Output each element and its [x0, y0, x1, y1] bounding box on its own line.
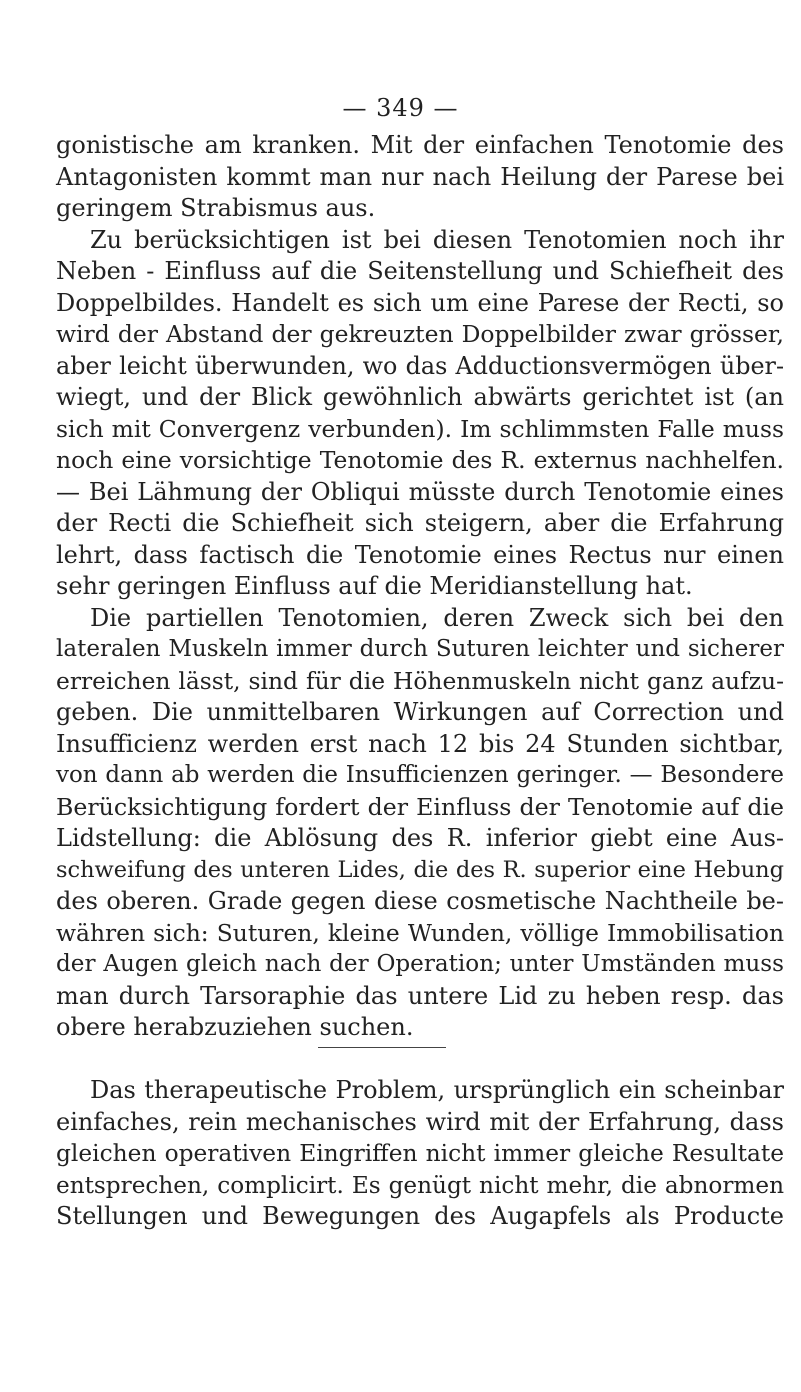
text-line: lehrt, dass factisch die Tenotomie eines Rectus nur einen [56, 540, 784, 569]
text-line: sehr geringen Einfluss auf die Meridianstellung hat. [56, 572, 693, 600]
text-line: sich mit Convergenz verbunden). Im schlimmsten Falle muss [56, 414, 784, 443]
text-line: geben. Die unmittelbaren Wirkungen auf Correction und [56, 698, 784, 726]
text-line: geringem Strabismus aus. [56, 194, 376, 222]
text-line: des oberen. Grade gegen diese cosmetische Nachtheile be- [56, 887, 784, 915]
text-line: Die partiellen Tenotomien, deren Zweck sich bei den [90, 603, 784, 632]
text-line: gleichen operativen Eingriffen nicht immer gleiche Resultate [56, 1140, 784, 1167]
paragraph [56, 225, 784, 603]
text-line: — Bei Lähmung der Obliqui müsste durch Tenotomie eines [56, 477, 784, 506]
text-line: schweifung des unteren Lides, die des R. superior eine Hebung [56, 856, 784, 883]
text-line: obere herabzuziehen suchen. [56, 1013, 414, 1041]
text-line: erreichen lässt, sind für die Höhenmuskeln nicht ganz aufzu- [56, 666, 784, 695]
text-line: Doppelbildes. Handelt es sich um eine Parese der Recti, so [56, 288, 784, 317]
text-line: Stellungen und Bewegungen des Augapfels als Producte [56, 1202, 784, 1230]
text-line: aber leicht überwunden, wo das Adductionsvermögen über- [56, 351, 784, 380]
paragraph [56, 603, 784, 1044]
text-block-upper [56, 130, 784, 1044]
text-line: Neben - Einfluss auf die Seitenstellung und Schiefheit des [56, 257, 784, 285]
text-line: Insufficienz werden erst nach 12 bis 24 Stunden sichtbar, [56, 729, 784, 758]
text-line: noch eine vorsichtige Tenotomie des R. externus nachhelfen. [56, 446, 784, 474]
text-line: der Augen gleich nach der Operation; unter Umständen muss [56, 951, 784, 977]
text-block-lower [56, 1075, 784, 1233]
text-line: der Recti die Schiefheit sich steigern, aber die Erfahrung [56, 509, 784, 537]
text-line: Zu berücksichtigen ist bei diesen Tenotomien noch ihr [90, 225, 784, 254]
text-line: gonistische am kranken. Mit der einfachen Tenotomie des [56, 131, 784, 159]
text-line: Berücksichtigung fordert der Einfluss der Tenotomie auf die [56, 792, 784, 821]
text-line: einfaches, rein mechanisches wird mit der Erfahrung, dass [56, 1107, 784, 1136]
text-line: Antagonisten kommt man nur nach Heilung der Parese bei [56, 162, 784, 191]
section-divider [318, 1047, 446, 1048]
text-line: Das therapeutische Problem, ursprünglich ein scheinbar [90, 1076, 784, 1104]
paragraph [56, 1075, 784, 1233]
text-line: lateralen Muskeln immer durch Suturen leichter und sicherer [56, 636, 784, 662]
text-line: wird der Abstand der gekreuzten Doppelbilder zwar grösser, [56, 320, 784, 348]
page-number: — 349 — [342, 94, 459, 122]
text-line: währen sich: Suturen, kleine Wunden, völlige Immobilisation [56, 918, 784, 947]
text-line: wiegt, und der Blick gewöhnlich abwärts gerichtet ist (an [56, 383, 784, 411]
text-line: von dann ab werden die Insufficienzen geringer. — Besondere [56, 762, 784, 788]
text-line: Lidstellung: die Ablösung des R. inferior giebt eine Aus- [56, 824, 784, 852]
paragraph [56, 130, 784, 225]
text-line: entsprechen, complicirt. Es genügt nicht mehr, die abnormen [56, 1171, 784, 1199]
text-line: man durch Tarsoraphie das untere Lid zu heben resp. das [56, 981, 784, 1010]
